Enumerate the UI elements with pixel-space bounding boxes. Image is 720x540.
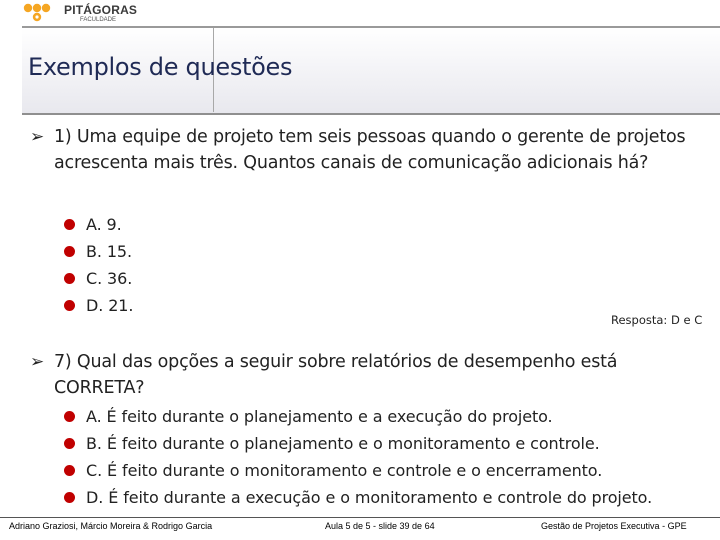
round-bullet-icon xyxy=(64,411,75,422)
question-1-options xyxy=(64,211,133,319)
round-bullet-icon xyxy=(64,273,75,284)
option-text: C. 36. xyxy=(86,269,133,288)
title-bottom-divider xyxy=(22,113,720,115)
question-7-options xyxy=(64,403,652,511)
option-item xyxy=(64,211,133,238)
option-item xyxy=(64,238,133,265)
option-text: B. É feito durante o planejamento e o monitoramento e controle. xyxy=(86,434,600,453)
option-item xyxy=(64,484,652,511)
option-text: D. É feito durante a execução e o monitoramento e controle do projeto. xyxy=(86,488,653,507)
option-item xyxy=(64,403,652,430)
question-7-text: 7) Qual das opções a seguir sobre relatórios de desempenho está CORRETA? xyxy=(54,352,618,398)
footer-divider xyxy=(0,517,720,518)
round-bullet-icon xyxy=(64,300,75,311)
arrow-bullet-icon: ➢ xyxy=(30,352,45,372)
option-text: D. 21. xyxy=(86,296,134,315)
option-text: C. É feito durante o monitoramento e controle e o encerramento. xyxy=(86,461,603,480)
round-bullet-icon xyxy=(64,219,75,230)
footer-authors: Adriano Graziosi, Márcio Moreira & Rodrigo Garcia xyxy=(9,521,213,531)
arrow-bullet-icon: ➢ xyxy=(30,127,45,147)
option-text: B. 15. xyxy=(86,242,132,261)
logo-subtitle: FACULDADE xyxy=(80,17,117,23)
question-1 xyxy=(30,124,700,176)
option-item xyxy=(64,457,652,484)
logo-name: PITÁGORAS xyxy=(64,3,138,17)
round-bullet-icon xyxy=(64,492,75,503)
option-item xyxy=(64,292,133,319)
logo xyxy=(22,2,142,24)
pitagoras-logo-icon xyxy=(22,2,62,24)
round-bullet-icon xyxy=(64,465,75,476)
round-bullet-icon xyxy=(64,438,75,449)
answer-note: Resposta: D e C xyxy=(611,313,703,327)
question-1-text: 1) Uma equipe de projeto tem seis pessoas quando o gerente de projetos acrescenta mais três. Quantos canais de comunicação adicionais há? xyxy=(54,127,686,173)
slide-title: Exemplos de questões xyxy=(28,53,293,81)
footer-course: Gestão de Projetos Executiva - GPE xyxy=(541,521,687,531)
option-text: A. 9. xyxy=(86,215,122,234)
footer-slide-info: Aula 5 de 5 - slide 39 de 64 xyxy=(325,521,435,531)
round-bullet-icon xyxy=(64,246,75,257)
option-text: A. É feito durante o planejamento e a execução do projeto. xyxy=(86,407,553,426)
question-7 xyxy=(30,349,700,401)
option-item xyxy=(64,265,133,292)
option-item xyxy=(64,430,652,457)
